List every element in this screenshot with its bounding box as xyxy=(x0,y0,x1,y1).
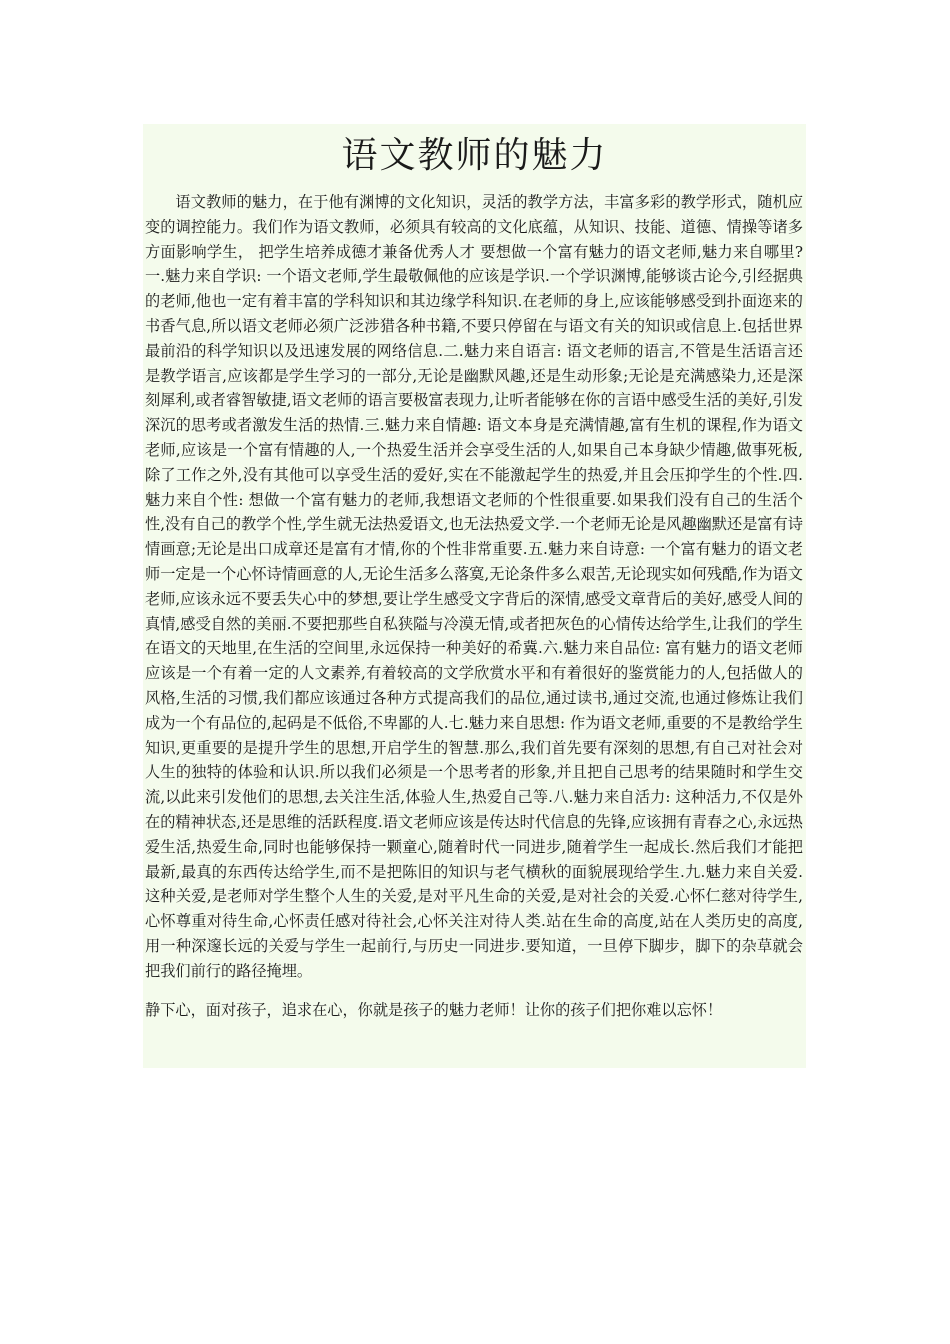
document-closing-paragraph: 静下心，面对孩子，追求在心，你就是孩子的魅力老师！让你的孩子们把你难以忘怀！ xyxy=(145,1000,723,1019)
document-body-paragraph: 语文教师的魅力，在于他有渊博的文化知识，灵活的教学方法，丰富多彩的教学形式，随机应变的调控能力。我们作为语文教师，必须具有较高的文化底蕴，从知识、技能、道德、情操等诸多方面影响学生， 把学生培养成德才兼备优秀人才 要想做一个富有魅力的语文老师,魅力来自哪里?一.魅力来自学识: 一个语文老师,学生最敬佩他的应该是学识.一个学识渊博,能够谈古论今,引经据典的老师,他也一定有着丰富的学科知识和其边缘学科知识.在老师的身上,应该能够感受到扑面迩来的书香气息,所以语文老师必须广泛涉猎各种书籍,不要只停留在与语文有关的知识或信息上.包括世界最前沿的科学知识以及迅速发展的网络信息.二.魅力来自语言: 语文老师的语言,不管是生活语言还是教学语言,应该都是学生学习的一部分,无论是幽默风趣,还是生动形象;无论是充满感染力,还是深刻犀利,或者睿智敏捷,语文老师的语言要极富表现力,让听者能够在你的言语中感受生活的美好,引发深沉的思考或者激发生活的热情.三.魅力来自情趣: 语文本身是充满情趣,富有生机的课程,作为语文老师,应该是一个富有情趣的人,一个热爱生活并会享受生活的人,如果自己本身缺少情趣,做事死板,除了工作之外,没有其他可以享受生活的爱好,实在不能激起学生的热爱,并且会压抑学生的个性.四.魅力来自个性: 想做一个富有魅力的老师,我想语文老师的个性很重要.如果我们没有自己的生活个性,没有自己的教学个性,学生就无法热爱语文,也无法热爱文学.一个老师无论是风趣幽默还是富有诗情画意;无论是出口成章还是富有才情,你的个性非常重要.五.魅力来自诗意: 一个富有魅力的语文老师一定是一个心怀诗情画意的人,无论生活多么落寞,无论条件多么艰苦,无论现实如何残酷,作为语文老师,应该永远不要丢失心中的梦想,要让学生感受文字背后的深情,感受文章背后的美好,感受人间的真情,感受自然的美丽.不要把那些自私狭隘与冷漠无情,或者把灰色的心情传达给学生,让我们的学生在语文的天地里,在生活的空间里,永远保持一种美好的希冀.六.魅力来自品位: 富有魅力的语文老师应该是一个有着一定的人文素养,有着较高的文学欣赏水平和有着很好的鉴赏能力的人,包括做人的风格,生活的习惯,我们都应该通过各种方式提高我们的品位,通过读书,通过交流,也通过修炼让我们成为一个有品位的,起码是不低俗,不卑鄙的人.七.魅力来自思想: 作为语文老师,重要的不是教给学生知识,更重要的是提升学生的思想,开启学生的智慧.那么,我们首先要有深刻的思想,有自己对社会对人生的独特的体验和认识.所以我们必须是一个思考者的形象,并且把自己思考的结果随时和学生交流,以此来引发他们的思想,去关注生活,体验人生,热爱自己等.八.魅力来自活力: 这种活力,不仅是外在的精神状态,还是思维的活跃程度.语文老师应该是传达时代信息的先锋,应该拥有青春之心,永远热爱生活,热爱生命,同时也能够保持一颗童心,随着时代一同进步,随着学生一起成长.然后我们才能把最新,最真的东西传达给学生,而不是把陈旧的知识与老气横秋的面貌展现给学生.九.魅力来自关爱. 这种关爱,是老师对学生整个人生的关爱,是对平凡生命的关爱,是对社会的关爱.心怀仁慈对待学生,心怀尊重对待生命,心怀责任感对待社会,心怀关注对待人类.站在生命的高度,站在人类历史的高度,用一种深邃长远的关爱与学生一起前行,与历史一同进步.要知道，一旦停下脚步，脚下的杂草就会把我们前行的路径掩埋。 xyxy=(145,193,803,980)
document-title: 语文教师的魅力 xyxy=(341,135,608,176)
document-text-block xyxy=(143,124,806,1068)
